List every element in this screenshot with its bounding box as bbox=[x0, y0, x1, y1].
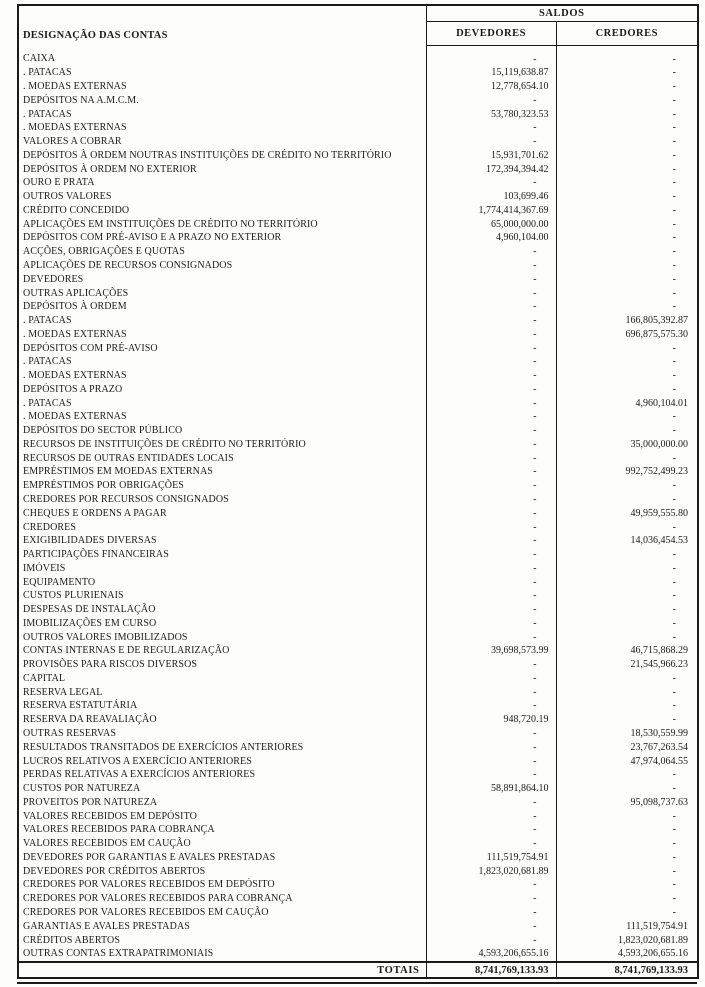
credores-amount-cell: - bbox=[672, 576, 676, 588]
credores-amount-cell: - bbox=[672, 714, 676, 726]
devedores-amount-cell: - bbox=[426, 878, 556, 892]
table-row bbox=[18, 465, 698, 479]
table-row bbox=[18, 658, 698, 672]
table-row bbox=[18, 479, 698, 493]
table-row bbox=[18, 342, 698, 356]
column-header-devedores: DEVEDORES bbox=[426, 21, 556, 45]
devedores-amount-cell: - bbox=[426, 672, 556, 686]
credores-amount-cell: 4,593,206,655.16 bbox=[618, 948, 688, 960]
table-row bbox=[18, 851, 698, 865]
credores-amount-cell: - bbox=[672, 191, 676, 203]
devedores-amount-cell: - bbox=[426, 259, 556, 273]
devedores-amount-cell: - bbox=[426, 465, 556, 479]
devedores-amount-cell: - bbox=[426, 810, 556, 824]
table-row bbox=[18, 369, 698, 383]
credores-amount-cell: - bbox=[672, 122, 676, 134]
table-row bbox=[18, 755, 698, 769]
credores-amount-cell: 49,959,555.80 bbox=[630, 507, 688, 519]
table-row bbox=[18, 438, 698, 452]
table-row bbox=[18, 149, 698, 163]
account-label-cell: . PATACAS bbox=[18, 355, 426, 369]
table-row bbox=[18, 892, 698, 906]
account-label-cell: CREDORES POR VALORES RECEBIDOS EM DEPÓSITO bbox=[18, 878, 426, 892]
table-row bbox=[18, 589, 698, 603]
credores-amount-cell: - bbox=[672, 549, 676, 561]
credores-amount-cell: - bbox=[672, 67, 676, 79]
table-row bbox=[18, 176, 698, 190]
devedores-amount-cell: - bbox=[426, 383, 556, 397]
table-row bbox=[18, 397, 698, 411]
account-label-cell: LUCROS RELATIVOS A EXERCÍCIO ANTERIORES bbox=[18, 755, 426, 769]
credores-amount-cell: - bbox=[672, 521, 676, 533]
account-label-cell: RECURSOS DE OUTRAS ENTIDADES LOCAIS bbox=[18, 452, 426, 466]
credores-amount-cell: - bbox=[672, 604, 676, 616]
devedores-amount-cell: - bbox=[426, 741, 556, 755]
table-row bbox=[18, 699, 698, 713]
credores-amount-cell: - bbox=[672, 617, 676, 629]
devedores-amount-cell: 172,394,394.42 bbox=[426, 163, 556, 177]
table-row bbox=[18, 644, 698, 658]
devedores-amount-cell: - bbox=[426, 576, 556, 590]
account-label-cell: GARANTIAS E AVALES PRESTADAS bbox=[18, 920, 426, 934]
credores-amount-cell: 35,000,000.00 bbox=[630, 438, 688, 450]
table-row bbox=[18, 135, 698, 149]
table-row bbox=[18, 672, 698, 686]
devedores-amount-cell: - bbox=[426, 135, 556, 149]
credores-amount-cell: - bbox=[672, 824, 676, 836]
credores-amount-cell: 21,545,966.23 bbox=[630, 659, 688, 671]
table-row bbox=[18, 603, 698, 617]
account-label-cell: CHEQUES E ORDENS A PAGAR bbox=[18, 507, 426, 521]
account-label-cell: DEPÓSITOS À ORDEM NO EXTERIOR bbox=[18, 163, 426, 177]
account-label-cell: OURO E PRATA bbox=[18, 176, 426, 190]
devedores-amount-cell: 4,593,206,655.16 bbox=[426, 947, 556, 962]
devedores-amount-cell: - bbox=[426, 823, 556, 837]
column-group-header-saldos: SALDOS bbox=[426, 5, 698, 21]
account-label-cell: . PATACAS bbox=[18, 397, 426, 411]
account-label-cell: CREDORES POR VALORES RECEBIDOS PARA COBRANÇA bbox=[18, 892, 426, 906]
account-label-cell: EMPRÉSTIMOS EM MOEDAS EXTERNAS bbox=[18, 465, 426, 479]
devedores-amount-cell: - bbox=[426, 534, 556, 548]
devedores-amount-cell: - bbox=[426, 328, 556, 342]
bottom-double-rule bbox=[17, 982, 697, 984]
account-label-cell: IMOBILIZAÇÕES EM CURSO bbox=[18, 617, 426, 631]
account-label-cell: RESERVA DA REAVALIAÇÃO bbox=[18, 713, 426, 727]
account-label-cell: . MOEDAS EXTERNAS bbox=[18, 80, 426, 94]
devedores-amount-cell: - bbox=[426, 245, 556, 259]
credores-amount-cell: 14,036,454.53 bbox=[630, 535, 688, 547]
table-row bbox=[18, 617, 698, 631]
devedores-amount-cell: - bbox=[426, 300, 556, 314]
credores-amount-cell: - bbox=[672, 851, 676, 863]
account-label-cell: . PATACAS bbox=[18, 108, 426, 122]
table-row bbox=[18, 768, 698, 782]
table-row bbox=[18, 287, 698, 301]
credores-amount-cell: - bbox=[672, 53, 676, 65]
devedores-amount-cell: - bbox=[426, 658, 556, 672]
credores-amount-cell: - bbox=[672, 562, 676, 574]
account-label-cell: CUSTOS POR NATUREZA bbox=[18, 782, 426, 796]
devedores-amount-cell: - bbox=[426, 493, 556, 507]
table-row bbox=[18, 631, 698, 645]
credores-amount-cell: 696,875,575.30 bbox=[625, 328, 688, 340]
table-footer bbox=[18, 962, 698, 978]
credores-amount-cell: 18,530,559.99 bbox=[630, 728, 688, 740]
totals-credores-cell: 8,741,769,133.93 bbox=[556, 962, 698, 978]
credores-amount-cell: 1,823,020,681.89 bbox=[618, 934, 688, 946]
table-row bbox=[18, 121, 698, 135]
account-label-cell: OUTROS VALORES IMOBILIZADOS bbox=[18, 631, 426, 645]
credores-amount-cell: 47,974,064.55 bbox=[630, 755, 688, 767]
devedores-amount-cell: - bbox=[426, 273, 556, 287]
table-row bbox=[18, 713, 698, 727]
devedores-amount-cell: - bbox=[426, 548, 556, 562]
credores-amount-cell: - bbox=[672, 631, 676, 643]
devedores-amount-cell: 103,699.46 bbox=[426, 190, 556, 204]
table-row bbox=[18, 328, 698, 342]
credores-amount-cell: - bbox=[672, 218, 676, 230]
devedores-amount-cell: - bbox=[426, 686, 556, 700]
account-label-cell: OUTROS VALORES bbox=[18, 190, 426, 204]
devedores-amount-cell: - bbox=[426, 410, 556, 424]
devedores-amount-cell: - bbox=[426, 768, 556, 782]
account-label-cell: CREDORES POR RECURSOS CONSIGNADOS bbox=[18, 493, 426, 507]
table-row bbox=[18, 231, 698, 245]
account-label-cell: DEPÓSITOS DO SECTOR PÚBLICO bbox=[18, 424, 426, 438]
table-row bbox=[18, 190, 698, 204]
devedores-amount-cell: - bbox=[426, 397, 556, 411]
table-row bbox=[18, 947, 698, 962]
devedores-amount-cell: - bbox=[426, 589, 556, 603]
credores-amount-cell: - bbox=[672, 879, 676, 891]
devedores-amount-cell: - bbox=[426, 45, 556, 66]
account-label-cell: CUSTOS PLURIENAIS bbox=[18, 589, 426, 603]
credores-amount-cell: - bbox=[672, 411, 676, 423]
table-row bbox=[18, 823, 698, 837]
devedores-amount-cell: - bbox=[426, 479, 556, 493]
account-label-cell: PROVISÕES PARA RISCOS DIVERSOS bbox=[18, 658, 426, 672]
table-row bbox=[18, 245, 698, 259]
table-row bbox=[18, 204, 698, 218]
account-label-cell: . MOEDAS EXTERNAS bbox=[18, 328, 426, 342]
account-label-cell: VALORES RECEBIDOS PARA COBRANÇA bbox=[18, 823, 426, 837]
account-label-cell: . MOEDAS EXTERNAS bbox=[18, 121, 426, 135]
table-row bbox=[18, 686, 698, 700]
devedores-amount-cell: - bbox=[426, 369, 556, 383]
table-row bbox=[18, 259, 698, 273]
table-row bbox=[18, 810, 698, 824]
account-label-cell: VALORES A COBRAR bbox=[18, 135, 426, 149]
account-label-cell: CREDORES POR VALORES RECEBIDOS EM CAUÇÃO bbox=[18, 906, 426, 920]
table-row bbox=[18, 521, 698, 535]
account-label-cell: . MOEDAS EXTERNAS bbox=[18, 369, 426, 383]
table-row bbox=[18, 355, 698, 369]
devedores-amount-cell: - bbox=[426, 424, 556, 438]
credores-amount-cell: - bbox=[672, 810, 676, 822]
table-row bbox=[18, 782, 698, 796]
account-label-cell: RECURSOS DE INSTITUIÇÕES DE CRÉDITO NO TERRITÓRIO bbox=[18, 438, 426, 452]
credores-amount-cell: - bbox=[672, 246, 676, 258]
credores-amount-cell: - bbox=[672, 259, 676, 271]
credores-amount-cell: - bbox=[672, 177, 676, 189]
credores-amount-cell: - bbox=[672, 383, 676, 395]
account-label-cell: EQUIPAMENTO bbox=[18, 576, 426, 590]
credores-amount-cell: - bbox=[672, 838, 676, 850]
totals-devedores-cell: 8,741,769,133.93 bbox=[426, 962, 556, 978]
devedores-amount-cell: - bbox=[426, 837, 556, 851]
credores-amount-cell: - bbox=[672, 452, 676, 464]
account-label-cell: EMPRÉSTIMOS POR OBRIGAÇÕES bbox=[18, 479, 426, 493]
credores-amount-cell: 4,960,104.01 bbox=[635, 397, 688, 409]
account-label-cell: ACÇÕES, OBRIGAÇÕES E QUOTAS bbox=[18, 245, 426, 259]
credores-amount-cell: - bbox=[672, 783, 676, 795]
table-row bbox=[18, 163, 698, 177]
credores-amount-cell: - bbox=[672, 301, 676, 313]
totals-label-cell: TOTAIS bbox=[18, 962, 426, 978]
table-header bbox=[18, 5, 698, 45]
devedores-amount-cell: 111,519,754.91 bbox=[426, 851, 556, 865]
devedores-amount-cell: - bbox=[426, 892, 556, 906]
credores-amount-cell: - bbox=[672, 81, 676, 93]
devedores-amount-cell: - bbox=[426, 314, 556, 328]
credores-amount-cell: - bbox=[672, 232, 676, 244]
account-label-cell: . MOEDAS EXTERNAS bbox=[18, 410, 426, 424]
account-label-cell: APLICAÇÕES EM INSTITUIÇÕES DE CRÉDITO NO TERRITÓRIO bbox=[18, 218, 426, 232]
credores-amount-cell: 111,519,754.91 bbox=[626, 920, 688, 932]
devedores-amount-cell: 948,720.19 bbox=[426, 713, 556, 727]
devedores-amount-cell: 4,960,104.00 bbox=[426, 231, 556, 245]
devedores-amount-cell: 39,698,573.99 bbox=[426, 644, 556, 658]
table-row bbox=[18, 878, 698, 892]
saldos-header-row bbox=[18, 5, 698, 21]
table-row bbox=[18, 934, 698, 948]
account-label-cell: DEPÓSITOS A PRAZO bbox=[18, 383, 426, 397]
credores-amount-cell: - bbox=[672, 906, 676, 918]
devedores-amount-cell: - bbox=[426, 452, 556, 466]
table-row bbox=[18, 906, 698, 920]
account-label-cell: EXIGIBILIDADES DIVERSAS bbox=[18, 534, 426, 548]
column-header-credores: CREDORES bbox=[556, 21, 698, 45]
credores-amount-cell: 95,098,737.63 bbox=[630, 796, 688, 808]
account-label-cell: OUTRAS APLICAÇÕES bbox=[18, 287, 426, 301]
account-label-cell: . PATACAS bbox=[18, 66, 426, 80]
table-row bbox=[18, 741, 698, 755]
devedores-amount-cell: - bbox=[426, 176, 556, 190]
table-row bbox=[18, 80, 698, 94]
credores-amount-cell: - bbox=[672, 108, 676, 120]
credores-amount-cell: - bbox=[672, 425, 676, 437]
table-row bbox=[18, 507, 698, 521]
devedores-amount-cell: - bbox=[426, 617, 556, 631]
account-label-cell: OUTRAS CONTAS EXTRAPATRIMONIAIS bbox=[18, 947, 426, 962]
credores-amount-cell: - bbox=[672, 287, 676, 299]
account-label-cell: DEPÓSITOS À ORDEM bbox=[18, 300, 426, 314]
devedores-amount-cell: - bbox=[426, 94, 556, 108]
devedores-amount-cell: - bbox=[426, 934, 556, 948]
devedores-amount-cell: 58,891,864.10 bbox=[426, 782, 556, 796]
balance-sheet-table bbox=[17, 4, 699, 979]
devedores-amount-cell: 1,774,414,367.69 bbox=[426, 204, 556, 218]
account-label-cell: DESPESAS DE INSTALAÇÃO bbox=[18, 603, 426, 617]
account-label-cell: DEPÓSITOS À ORDEM NOUTRAS INSTITUIÇÕES DE CRÉDITO NO TERRITÓRIO bbox=[18, 149, 426, 163]
credores-amount-cell: - bbox=[672, 94, 676, 106]
account-label-cell: OUTRAS RESERVAS bbox=[18, 727, 426, 741]
account-label-cell: CRÉDITO CONCEDIDO bbox=[18, 204, 426, 218]
credores-amount-cell: - bbox=[672, 590, 676, 602]
account-label-cell: PERDAS RELATIVAS A EXERCÍCIOS ANTERIORES bbox=[18, 768, 426, 782]
account-label-cell: CAIXA bbox=[18, 45, 426, 66]
devedores-amount-cell: - bbox=[426, 603, 556, 617]
credores-amount-cell: - bbox=[672, 273, 676, 285]
devedores-amount-cell: - bbox=[426, 796, 556, 810]
credores-amount-cell: - bbox=[672, 136, 676, 148]
devedores-amount-cell: 65,000,000.00 bbox=[426, 218, 556, 232]
account-label-cell: DEPÓSITOS COM PRÉ-AVISO E A PRAZO NO EXTERIOR bbox=[18, 231, 426, 245]
table-row bbox=[18, 424, 698, 438]
devedores-amount-cell: - bbox=[426, 755, 556, 769]
account-label-cell: VALORES RECEBIDOS EM DEPÓSITO bbox=[18, 810, 426, 824]
devedores-amount-cell: 15,931,701.62 bbox=[426, 149, 556, 163]
credores-amount-cell: - bbox=[672, 149, 676, 161]
table-row bbox=[18, 920, 698, 934]
credores-amount-cell: - bbox=[672, 163, 676, 175]
account-label-cell: IMÓVEIS bbox=[18, 562, 426, 576]
table-row bbox=[18, 94, 698, 108]
devedores-amount-cell: - bbox=[426, 631, 556, 645]
table-row bbox=[18, 548, 698, 562]
credores-amount-cell: - bbox=[672, 672, 676, 684]
credores-amount-cell: - bbox=[672, 480, 676, 492]
table-row bbox=[18, 837, 698, 851]
account-label-cell: DEPÓSITOS NA A.M.C.M. bbox=[18, 94, 426, 108]
account-label-cell: RESERVA ESTATUTÁRIA bbox=[18, 699, 426, 713]
table-row bbox=[18, 383, 698, 397]
credores-amount-cell: - bbox=[672, 769, 676, 781]
account-label-cell: CRÉDITOS ABERTOS bbox=[18, 934, 426, 948]
credores-amount-cell: 46,715,868.29 bbox=[630, 645, 688, 657]
account-label-cell: CREDORES bbox=[18, 521, 426, 535]
credores-amount-cell: - bbox=[672, 356, 676, 368]
table-row bbox=[18, 45, 698, 66]
account-label-cell: PROVEITOS POR NATUREZA bbox=[18, 796, 426, 810]
devedores-amount-cell: - bbox=[426, 699, 556, 713]
devedores-amount-cell: - bbox=[426, 521, 556, 535]
table-row bbox=[18, 796, 698, 810]
devedores-amount-cell: 12,778,654.10 bbox=[426, 80, 556, 94]
devedores-amount-cell: - bbox=[426, 355, 556, 369]
table-row bbox=[18, 493, 698, 507]
table-row bbox=[18, 218, 698, 232]
devedores-amount-cell: - bbox=[426, 562, 556, 576]
devedores-amount-cell: - bbox=[426, 920, 556, 934]
table-body bbox=[18, 45, 698, 962]
devedores-amount-cell: 53,780,323.53 bbox=[426, 108, 556, 122]
credores-amount-cell: - bbox=[672, 893, 676, 905]
credores-amount-cell: - bbox=[672, 686, 676, 698]
account-label-cell: VALORES RECEBIDOS EM CAUÇÃO bbox=[18, 837, 426, 851]
credores-amount-cell: - bbox=[672, 700, 676, 712]
account-label-cell: DEVEDORES POR GARANTIAS E AVALES PRESTADAS bbox=[18, 851, 426, 865]
devedores-amount-cell: - bbox=[426, 342, 556, 356]
devedores-amount-cell: - bbox=[426, 727, 556, 741]
account-label-cell: . PATACAS bbox=[18, 314, 426, 328]
table-row bbox=[18, 452, 698, 466]
credores-amount-cell: - bbox=[672, 370, 676, 382]
credores-amount-cell: 166,805,392.87 bbox=[625, 315, 688, 327]
account-label-cell: CONTAS INTERNAS E DE REGULARIZAÇÃO bbox=[18, 644, 426, 658]
table-row bbox=[18, 534, 698, 548]
devedores-amount-cell: 15,119,638.87 bbox=[426, 66, 556, 80]
table-row bbox=[18, 300, 698, 314]
account-label-cell: DEVEDORES bbox=[18, 273, 426, 287]
devedores-amount-cell: - bbox=[426, 906, 556, 920]
credores-amount-cell: 992,752,499.23 bbox=[625, 466, 688, 478]
account-label-cell: DEPÓSITOS COM PRÉ-AVISO bbox=[18, 342, 426, 356]
table-row bbox=[18, 562, 698, 576]
account-label-cell: RESERVA LEGAL bbox=[18, 686, 426, 700]
account-label-cell: APLICAÇÕES DE RECURSOS CONSIGNADOS bbox=[18, 259, 426, 273]
account-label-cell: RESULTADOS TRANSITADOS DE EXERCÍCIOS ANTERIORES bbox=[18, 741, 426, 755]
credores-amount-cell: 23,767,263.54 bbox=[630, 741, 688, 753]
column-header-designacao: DESIGNAÇÃO DAS CONTAS bbox=[18, 5, 426, 45]
totals-row bbox=[18, 962, 698, 978]
account-label-cell: DEVEDORES POR CRÉDITOS ABERTOS bbox=[18, 865, 426, 879]
table-row bbox=[18, 314, 698, 328]
table-row bbox=[18, 727, 698, 741]
table-row bbox=[18, 273, 698, 287]
devedores-amount-cell: 1,823,020,681.89 bbox=[426, 865, 556, 879]
account-label-cell: PARTICIPAÇÕES FINANCEIRAS bbox=[18, 548, 426, 562]
table-row bbox=[18, 66, 698, 80]
credores-amount-cell: - bbox=[672, 865, 676, 877]
table-row bbox=[18, 865, 698, 879]
credores-amount-cell: - bbox=[672, 204, 676, 216]
devedores-amount-cell: - bbox=[426, 287, 556, 301]
table-row bbox=[18, 576, 698, 590]
devedores-amount-cell: - bbox=[426, 507, 556, 521]
credores-amount-cell: - bbox=[672, 494, 676, 505]
table-row bbox=[18, 410, 698, 424]
devedores-amount-cell: - bbox=[426, 121, 556, 135]
table-row bbox=[18, 108, 698, 122]
credores-amount-cell: - bbox=[672, 342, 676, 354]
account-label-cell: CAPITAL bbox=[18, 672, 426, 686]
devedores-amount-cell: - bbox=[426, 438, 556, 452]
